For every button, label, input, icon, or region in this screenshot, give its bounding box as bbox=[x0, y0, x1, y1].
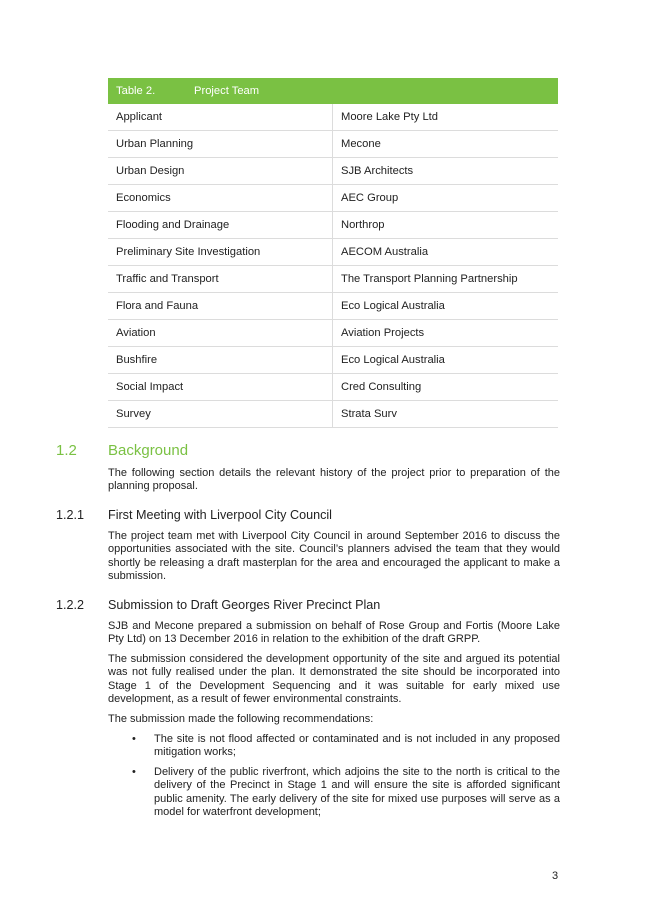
party-cell: Cred Consulting bbox=[333, 374, 559, 401]
subsection-number: 1.2.2 bbox=[56, 598, 85, 612]
party-cell: Northrop bbox=[333, 212, 559, 239]
role-cell: Preliminary Site Investigation bbox=[108, 239, 333, 266]
list-item-text: Delivery of the public riverfront, which adjoins the site to the north is critical to the delivery of the Precinct in Stage 1 and will ensure the site is afforded significant public amenity. The early delivery of the site for mixed use purposes will serve as a model for waterfront development; bbox=[154, 765, 560, 819]
party-cell: AECOM Australia bbox=[333, 239, 559, 266]
project-team-table bbox=[108, 78, 558, 428]
subsection-heading-first-meeting bbox=[56, 508, 332, 522]
party-cell: Mecone bbox=[333, 131, 559, 158]
party-cell: The Transport Planning Partnership bbox=[333, 266, 559, 293]
bullet-icon: • bbox=[132, 765, 136, 778]
table-row bbox=[108, 374, 558, 401]
role-cell: Flora and Fauna bbox=[108, 293, 333, 320]
recommendations-list bbox=[108, 733, 560, 825]
party-cell: Eco Logical Australia bbox=[333, 347, 559, 374]
table-caption bbox=[108, 78, 558, 104]
section-heading-background bbox=[56, 442, 188, 459]
role-cell: Bushfire bbox=[108, 347, 333, 374]
submission-para-1: SJB and Mecone prepared a submission on behalf of Rose Group and Fortis (Moore Lake Pty Ltd) on 13 December 2016 in relation to the exhibition of the draft GRPP. bbox=[108, 620, 560, 646]
role-cell: Urban Design bbox=[108, 158, 333, 185]
role-cell: Social Impact bbox=[108, 374, 333, 401]
table-row bbox=[108, 401, 558, 428]
first-meeting-body: The project team met with Liverpool City Council in around September 2016 to discuss the opportunities associated with the site. Council’s planners advised the team that they would shortly be releasing a draft masterplan for the area and encouraged the applicant to make a submission. bbox=[108, 530, 560, 583]
table-row bbox=[108, 266, 558, 293]
page-number: 3 bbox=[552, 870, 559, 882]
list-item bbox=[108, 733, 560, 760]
table-row bbox=[108, 239, 558, 266]
table-row bbox=[108, 293, 558, 320]
table-row bbox=[108, 320, 558, 347]
list-item bbox=[108, 766, 560, 820]
role-cell: Traffic and Transport bbox=[108, 266, 333, 293]
list-item-text: The site is not flood affected or contaminated and is not included in any proposed mitigation works; bbox=[154, 733, 560, 759]
table-header-row bbox=[108, 78, 558, 104]
bullet-icon: • bbox=[132, 733, 136, 745]
role-cell: Urban Planning bbox=[108, 131, 333, 158]
party-cell: Strata Surv bbox=[333, 401, 559, 428]
party-cell: SJB Architects bbox=[333, 158, 559, 185]
subsection-number: 1.2.1 bbox=[56, 508, 85, 522]
role-cell: Aviation bbox=[108, 320, 333, 347]
role-cell: Survey bbox=[108, 401, 333, 428]
subsection-title: Submission to Draft Georges River Precinct Plan bbox=[108, 598, 381, 612]
role-cell: Flooding and Drainage bbox=[108, 212, 333, 239]
table-row bbox=[108, 104, 558, 131]
submission-para-2: The submission considered the development opportunity of the site and argued its potential was not fully realised under the plan. It demonstrated the site should be incorporated into Stage 1 of the Development Sequencing and it was suitable for early mixed use development, as a result of fewer environmental constraints. bbox=[108, 653, 560, 706]
table-row bbox=[108, 212, 558, 239]
party-cell: Moore Lake Pty Ltd bbox=[333, 104, 559, 131]
role-cell: Economics bbox=[108, 185, 333, 212]
table-row bbox=[108, 131, 558, 158]
party-cell: Eco Logical Australia bbox=[333, 293, 559, 320]
background-intro: The following section details the relevant history of the project prior to preparation of the planning proposal. bbox=[108, 467, 560, 493]
role-cell: Applicant bbox=[108, 104, 333, 131]
table-number: Table 2. bbox=[116, 85, 156, 97]
table-title: Project Team bbox=[194, 85, 260, 97]
table-row bbox=[108, 185, 558, 212]
table-row bbox=[108, 158, 558, 185]
section-title: Background bbox=[108, 442, 189, 459]
party-cell: Aviation Projects bbox=[333, 320, 559, 347]
party-cell: AEC Group bbox=[333, 185, 559, 212]
table-row bbox=[108, 347, 558, 374]
subsection-title: First Meeting with Liverpool City Council bbox=[108, 508, 332, 522]
section-number: 1.2 bbox=[56, 442, 77, 459]
submission-para-3: The submission made the following recommendations: bbox=[108, 713, 374, 725]
subsection-heading-submission bbox=[56, 598, 380, 612]
